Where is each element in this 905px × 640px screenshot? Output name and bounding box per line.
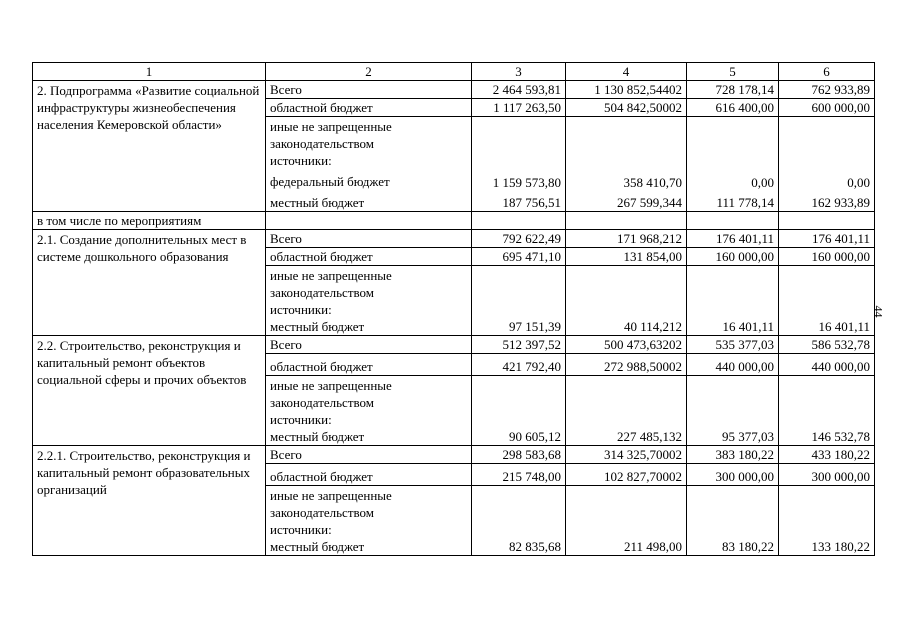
value-cell: 500 473,63202 <box>566 336 687 354</box>
source-label: Всего <box>266 446 472 464</box>
source-line: законодательством <box>270 395 375 410</box>
source-label: областной бюджет <box>266 464 472 486</box>
value-cell: 535 377,03 <box>687 336 779 354</box>
value-cell: 504 842,50002 <box>566 99 687 117</box>
source-label: областной бюджет <box>266 248 472 266</box>
source-line: источники: <box>270 522 332 537</box>
value-cell: 176 401,11 <box>687 230 779 248</box>
empty-cell <box>566 212 687 230</box>
value-cell: 90 605,12 <box>472 376 566 446</box>
value-cell: 160 000,00 <box>687 248 779 266</box>
value-cell: 762 933,89 <box>779 81 875 99</box>
header-col-1: 1 <box>33 63 266 81</box>
value-cell: 131 854,00 <box>566 248 687 266</box>
source-line: местный бюджет <box>270 319 365 334</box>
value-cell: 227 485,132 <box>566 376 687 446</box>
section-heading: в том числе по мероприятиям <box>33 212 266 230</box>
value-cell: 83 180,22 <box>687 486 779 556</box>
empty-cell <box>472 212 566 230</box>
measure-title: 2.1. Создание дополнительных мест в системе дошкольного образования <box>33 230 266 336</box>
value-cell: 300 000,00 <box>779 464 875 486</box>
value-cell: 1 117 263,50 <box>472 99 566 117</box>
source-line: иные не запрещенные <box>270 378 392 393</box>
source-label-multi <box>266 117 472 212</box>
source-line: иные не запрещенные <box>270 119 392 134</box>
value-line: 0,00 <box>751 175 774 190</box>
empty-cell <box>779 212 875 230</box>
source-line: законодательством <box>270 505 375 520</box>
value-cell: 95 377,03 <box>687 376 779 446</box>
value-cell: 171 968,212 <box>566 230 687 248</box>
header-col-2: 2 <box>266 63 472 81</box>
header-col-6: 6 <box>779 63 875 81</box>
table-row <box>33 230 875 248</box>
value-cell: 695 471,10 <box>472 248 566 266</box>
header-row <box>33 63 875 81</box>
value-cell: 16 401,11 <box>779 266 875 336</box>
value-cell: 102 827,70002 <box>566 464 687 486</box>
value-line: 358 410,70 <box>623 175 682 190</box>
value-cell <box>472 117 566 212</box>
source-label: Всего <box>266 230 472 248</box>
header-col-4: 4 <box>566 63 687 81</box>
value-line: 111 778,14 <box>716 195 774 210</box>
value-cell: 133 180,22 <box>779 486 875 556</box>
value-cell: 40 114,212 <box>566 266 687 336</box>
value-line: 267 599,344 <box>617 195 682 210</box>
source-label: Всего <box>266 336 472 354</box>
source-line: федеральный бюджет <box>270 174 390 189</box>
value-cell <box>687 117 779 212</box>
value-cell: 440 000,00 <box>687 354 779 376</box>
value-cell: 616 400,00 <box>687 99 779 117</box>
value-cell: 314 325,70002 <box>566 446 687 464</box>
value-cell: 433 180,22 <box>779 446 875 464</box>
value-line: 162 933,89 <box>811 195 870 210</box>
value-cell: 421 792,40 <box>472 354 566 376</box>
source-line: иные не запрещенные <box>270 488 392 503</box>
empty-cell <box>687 212 779 230</box>
value-cell: 512 397,52 <box>472 336 566 354</box>
source-label: Всего <box>266 81 472 99</box>
value-cell: 300 000,00 <box>687 464 779 486</box>
table-row <box>33 446 875 464</box>
value-cell: 82 835,68 <box>472 486 566 556</box>
source-line: источники: <box>270 412 332 427</box>
table-row <box>33 336 875 354</box>
table-row <box>33 212 875 230</box>
source-line: источники: <box>270 153 332 168</box>
value-cell: 146 532,78 <box>779 376 875 446</box>
program-title: 2. Подпрограмма «Развитие социальной инфраструктуры жизнеобеспечения населения Кемеровской области» <box>33 81 266 212</box>
table-row <box>33 81 875 99</box>
value-cell: 215 748,00 <box>472 464 566 486</box>
value-cell: 211 498,00 <box>566 486 687 556</box>
measure-title: 2.2.1. Строительство, реконструкция и капитальный ремонт образовательных организаций <box>33 446 266 556</box>
value-cell: 16 401,11 <box>687 266 779 336</box>
value-cell: 176 401,11 <box>779 230 875 248</box>
value-cell: 160 000,00 <box>779 248 875 266</box>
value-cell: 298 583,68 <box>472 446 566 464</box>
source-label: областной бюджет <box>266 99 472 117</box>
empty-cell <box>266 212 472 230</box>
value-line: 187 756,51 <box>502 195 561 210</box>
value-cell: 586 532,78 <box>779 336 875 354</box>
source-line: местный бюджет <box>270 539 365 554</box>
source-line: законодательством <box>270 136 375 151</box>
source-label-multi <box>266 486 472 556</box>
source-label-multi <box>266 376 472 446</box>
value-cell: 383 180,22 <box>687 446 779 464</box>
value-cell: 1 130 852,54402 <box>566 81 687 99</box>
value-line: 1 159 573,80 <box>492 175 561 190</box>
value-cell: 792 622,49 <box>472 230 566 248</box>
value-cell: 440 000,00 <box>779 354 875 376</box>
header-col-3: 3 <box>472 63 566 81</box>
value-cell: 97 151,39 <box>472 266 566 336</box>
value-cell <box>779 117 875 212</box>
source-line: источники: <box>270 302 332 317</box>
value-cell <box>566 117 687 212</box>
measure-title: 2.2. Строительство, реконструкция и капитальный ремонт объектов социальной сферы и прочих объектов <box>33 336 266 446</box>
value-line: 0,00 <box>847 175 870 190</box>
source-line: местный бюджет <box>270 429 365 444</box>
source-label-multi <box>266 266 472 336</box>
source-line: законодательством <box>270 285 375 300</box>
value-cell: 600 000,00 <box>779 99 875 117</box>
value-cell: 2 464 593,81 <box>472 81 566 99</box>
value-cell: 728 178,14 <box>687 81 779 99</box>
value-cell: 272 988,50002 <box>566 354 687 376</box>
header-col-5: 5 <box>687 63 779 81</box>
source-line: местный бюджет <box>270 195 365 210</box>
source-line: иные не запрещенные <box>270 268 392 283</box>
page-number: 44 <box>871 305 886 318</box>
budget-table <box>32 62 875 556</box>
source-label: областной бюджет <box>266 354 472 376</box>
